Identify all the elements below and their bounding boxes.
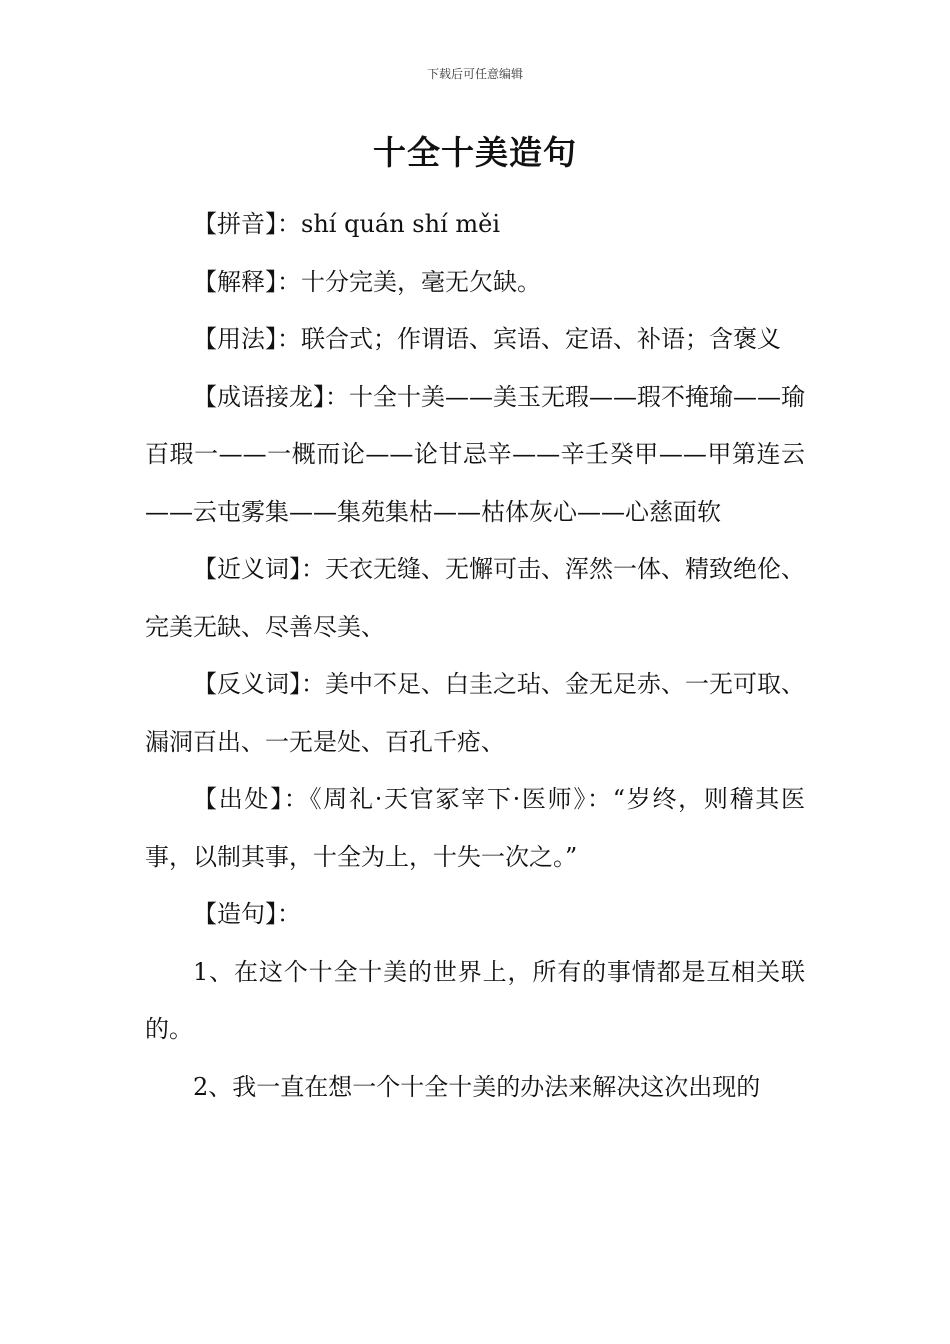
antonyms-paragraph — [145, 656, 805, 771]
synonyms-paragraph — [145, 541, 805, 656]
antonyms-label: 【反义词】： — [193, 670, 325, 698]
examples-label: 【造句】： — [193, 900, 301, 928]
pinyin-text: shí quán shí měi — [301, 210, 501, 238]
usage-text: 联合式；作谓语、宾语、定语、补语；含褒义 — [301, 325, 781, 353]
usage-label: 【用法】： — [193, 325, 301, 353]
document-body — [145, 196, 805, 1116]
synonyms-label: 【近义词】： — [193, 555, 325, 583]
header-note: 下载后可任意编辑 — [426, 67, 523, 81]
source-label: 【出处】： — [193, 785, 310, 813]
examples-heading — [145, 886, 805, 944]
source-paragraph — [145, 771, 805, 886]
synonyms-text: 天衣无缝、无懈可击、浑然一体、精致绝伦、完美无缺、尽善尽美、 — [145, 555, 805, 641]
idiom-chain-paragraph — [145, 369, 805, 542]
example-sentence-1: 1、在这个十全十美的世界上，所有的事情都是互相关联的。 — [145, 957, 805, 1043]
pinyin-label: 【拼音】： — [193, 210, 301, 238]
explanation-label: 【解释】： — [193, 267, 301, 296]
document-title: 十全十美造句 — [373, 133, 577, 172]
idiom-chain-text: 十全十美——美玉无瑕——瑕不掩瑜——瑜百瑕一——一概而论——论甘忌辛——辛壬癸甲——甲第连云——云屯雾集——集苑集枯——枯体灰心——心慈面软 — [145, 382, 805, 526]
antonyms-text: 美中不足、白圭之玷、金无足赤、一无可取、漏洞百出、一无是处、百孔千疮、 — [145, 670, 805, 756]
source-text: 《周礼·天官冢宰下·医师》：“岁终，则稽其医事，以制其事，十全为上，十失一次之。” — [145, 785, 806, 871]
explanation-paragraph — [145, 254, 805, 312]
example-sentence-2: 2、我一直在想一个十全十美的办法来解决这次出现的 — [193, 1072, 761, 1101]
usage-paragraph — [145, 311, 805, 369]
explanation-text: 十分完美，毫无欠缺。 — [301, 267, 541, 296]
idiom-chain-label: 【成语接龙】： — [193, 382, 349, 411]
pinyin-paragraph — [145, 196, 805, 254]
